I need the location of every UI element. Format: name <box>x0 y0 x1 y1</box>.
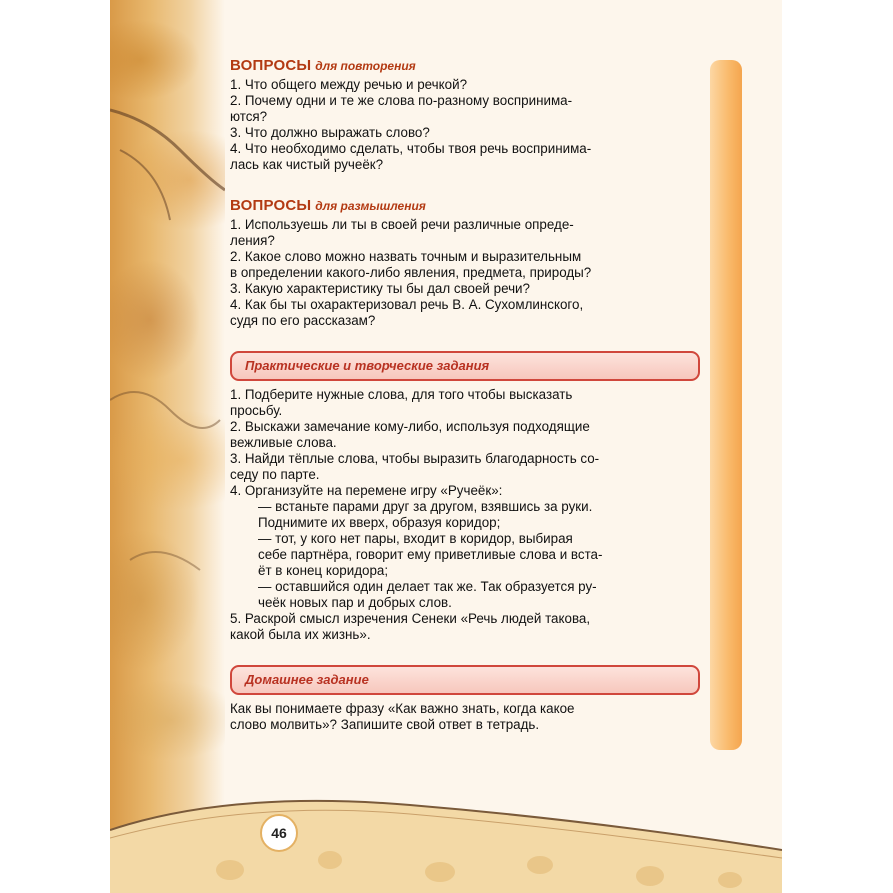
text-line: в определении какого-либо явления, предмета, природы? <box>230 265 592 280</box>
text-line: судя по его рассказам? <box>230 313 376 328</box>
text-line: ления? <box>230 233 275 248</box>
reflection-heading-main: ВОПРОСЫ <box>230 197 312 214</box>
text-line: просьбу. <box>230 403 283 418</box>
homework-section <box>230 665 700 733</box>
homework-title: Домашнее задание <box>245 672 369 687</box>
text-line: 2. Почему одни и те же слова по-разному воспринима- <box>230 93 573 108</box>
practical-tasks-title: Практические и творческие задания <box>245 358 490 373</box>
text-line: 1. Подберите нужные слова, для того чтобы высказать <box>230 387 573 402</box>
text-line: 3. Найди тёплые слова, чтобы выразить благодарность со- <box>230 451 600 466</box>
text-line: 2. Какое слово можно назвать точным и выразительным <box>230 249 582 264</box>
reflection-questions-heading <box>230 196 700 215</box>
text-line: себе партнёра, говорит ему приветливые слова и вста- <box>258 547 603 562</box>
text-line: 2. Выскажи замечание кому-либо, используя подходящие <box>230 419 590 434</box>
review-heading-sub: для повторения <box>315 59 416 73</box>
autumn-photo-strip <box>110 0 225 893</box>
reflection-questions-section <box>230 196 700 329</box>
page-number: 46 <box>260 814 298 852</box>
text-line: лась как чистый ручеёк? <box>230 157 384 172</box>
text-line: слово молвить»? Запишите свой ответ в тетрадь. <box>230 717 540 732</box>
text-line: какой была их жизнь». <box>230 627 371 642</box>
text-line: — встаньте парами друг за другом, взявшись за руки. <box>258 499 593 514</box>
text-line: 1. Что общего между речью и речкой? <box>230 77 468 92</box>
practical-tasks-list <box>230 387 700 643</box>
text-line: 3. Какую характеристику ты бы дал своей речи? <box>230 281 530 296</box>
practical-tasks-banner <box>230 351 700 381</box>
review-questions-list <box>230 77 700 173</box>
text-line: ются? <box>230 109 268 124</box>
bottom-wave-decoration <box>110 790 782 893</box>
tree-branches-illustration <box>110 0 225 893</box>
textbook-page <box>110 0 782 893</box>
homework-text <box>230 701 700 733</box>
text-line: 3. Что должно выражать слово? <box>230 125 430 140</box>
reflection-heading-sub: для размышления <box>315 199 426 213</box>
homework-banner <box>230 665 700 695</box>
text-line: — оставшийся один делает так же. Так образуется ру- <box>258 579 597 594</box>
text-line: вежливые слова. <box>230 435 337 450</box>
practical-tasks-section <box>230 351 700 643</box>
text-line: 4. Организуйте на перемене игру «Ручеёк»: <box>230 483 503 498</box>
text-line: 4. Что необходимо сделать, чтобы твоя речь воспринима- <box>230 141 592 156</box>
review-heading-main: ВОПРОСЫ <box>230 57 312 74</box>
text-line: — тот, у кого нет пары, входит в коридор, выбирая <box>258 531 573 546</box>
text-line: 5. Раскрой смысл изречения Сенеки «Речь людей такова, <box>230 611 591 626</box>
text-line: 1. Используешь ли ты в своей речи различные опреде- <box>230 217 574 232</box>
side-tab-decoration <box>710 60 742 750</box>
review-questions-heading <box>230 56 700 75</box>
text-line: ёт в конец коридора; <box>258 563 389 578</box>
text-line: Как вы понимаете фразу «Как важно знать, когда какое <box>230 701 575 716</box>
text-line: 4. Как бы ты охарактеризовал речь В. А. Сухомлинского, <box>230 297 584 312</box>
text-line: Поднимите их вверх, образуя коридор; <box>258 515 501 530</box>
page-content <box>230 56 700 733</box>
review-questions-section <box>230 56 700 173</box>
text-line: седу по парте. <box>230 467 320 482</box>
reflection-questions-list <box>230 217 700 329</box>
text-line: чеёк новых пар и добрых слов. <box>258 595 452 610</box>
